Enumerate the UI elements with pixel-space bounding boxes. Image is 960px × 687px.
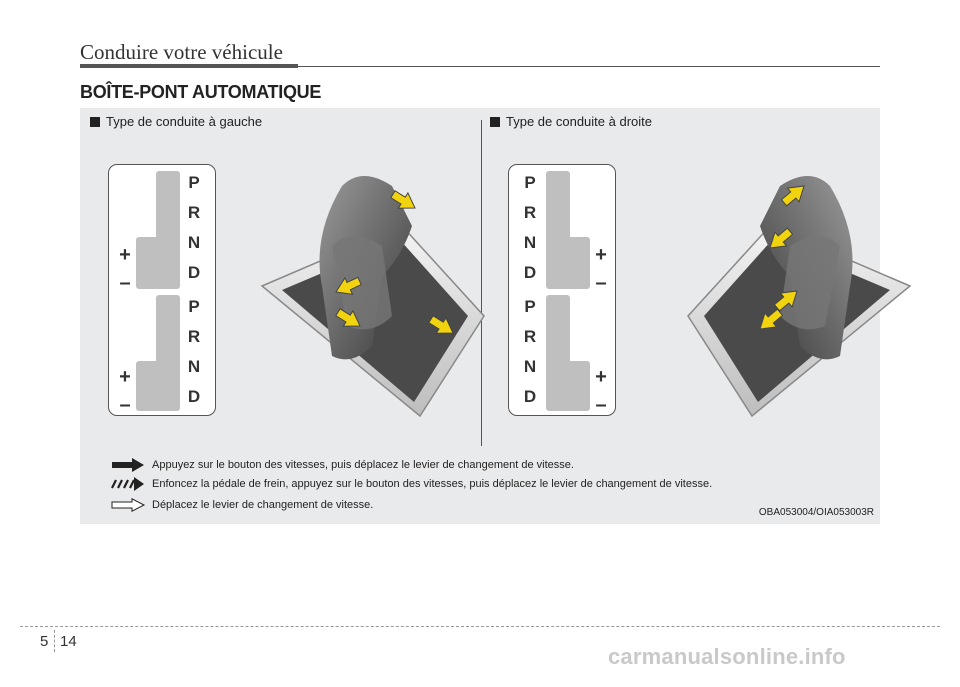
gate-letter-n: N <box>187 233 201 252</box>
gate-minus-sign: – <box>595 394 607 416</box>
chapter-number: 5 <box>40 633 49 650</box>
gate-letter-r: R <box>523 327 537 346</box>
gate-plus-sign: + <box>119 244 131 266</box>
right-panel-label-text: Type de conduite à droite <box>506 114 652 129</box>
shift-gate-diagram-right <box>508 164 616 416</box>
gate-minus-sign: – <box>595 272 607 294</box>
gate-letter-r: R <box>187 327 201 346</box>
gate-letter-d: D <box>523 387 537 406</box>
legend-row <box>110 477 870 493</box>
legend-row <box>110 458 870 474</box>
header-rule-thin <box>298 66 880 67</box>
gate-letter-p: P <box>524 173 536 192</box>
illustration-figure <box>80 108 880 524</box>
legend-text: Enfoncez la pédale de frein, appuyez sur le bouton des vitesses, puis déplacez le levier de changement de vitesse. <box>152 478 713 490</box>
square-bullet-icon <box>90 117 100 127</box>
section-title: BOÎTE-PONT AUTOMATIQUE <box>80 82 322 102</box>
gate-track <box>136 237 180 289</box>
gate-minus-sign: – <box>119 394 131 416</box>
legend-row <box>110 498 870 514</box>
gear-shifter-illustration-right <box>652 166 920 422</box>
page-number: 14 <box>60 633 77 650</box>
gate-letter-r: R <box>187 203 201 222</box>
gate-track <box>546 237 590 289</box>
chapter-title: Conduire votre véhicule <box>80 40 283 64</box>
gate-letter-d: D <box>187 263 201 282</box>
shift-gate-diagram-left <box>108 164 216 416</box>
gate-letter-p: P <box>188 297 200 316</box>
gate-plus-sign: + <box>595 366 607 388</box>
gate-letter-d: D <box>523 263 537 282</box>
legend-text: Appuyez sur le bouton des vitesses, puis déplacez le levier de changement de vitesse. <box>152 459 574 471</box>
left-panel-label <box>90 114 262 129</box>
gate-letter-p: P <box>524 297 536 316</box>
solid-arrow-icon <box>110 458 146 472</box>
right-panel-label <box>490 114 652 129</box>
left-panel-label-text: Type de conduite à gauche <box>106 114 263 129</box>
gate-letter-d: D <box>187 387 201 406</box>
gate-letter-r: R <box>523 203 537 222</box>
header-rule-thick <box>80 64 298 68</box>
gate-letter-n: N <box>187 357 201 376</box>
gear-shifter-illustration-left <box>252 166 520 422</box>
square-bullet-icon <box>490 117 500 127</box>
legend-text: Déplacez le levier de changement de vitesse. <box>152 499 374 511</box>
gate-letter-n: N <box>523 233 537 252</box>
outline-arrow-icon <box>110 498 146 512</box>
hatched-arrow-icon <box>110 477 146 491</box>
gate-letter-p: P <box>188 173 200 192</box>
gate-plus-sign: + <box>119 366 131 388</box>
footer-separator <box>54 630 55 652</box>
gate-letter-n: N <box>523 357 537 376</box>
footer-dotted-line <box>20 626 940 627</box>
gate-plus-sign: + <box>595 244 607 266</box>
watermark: carmanualsonline.info <box>608 644 846 669</box>
gate-minus-sign: – <box>119 272 131 294</box>
gate-track <box>136 361 180 411</box>
figure-code: OBA053004/OIA053003R <box>758 507 874 518</box>
gate-track <box>546 361 590 411</box>
